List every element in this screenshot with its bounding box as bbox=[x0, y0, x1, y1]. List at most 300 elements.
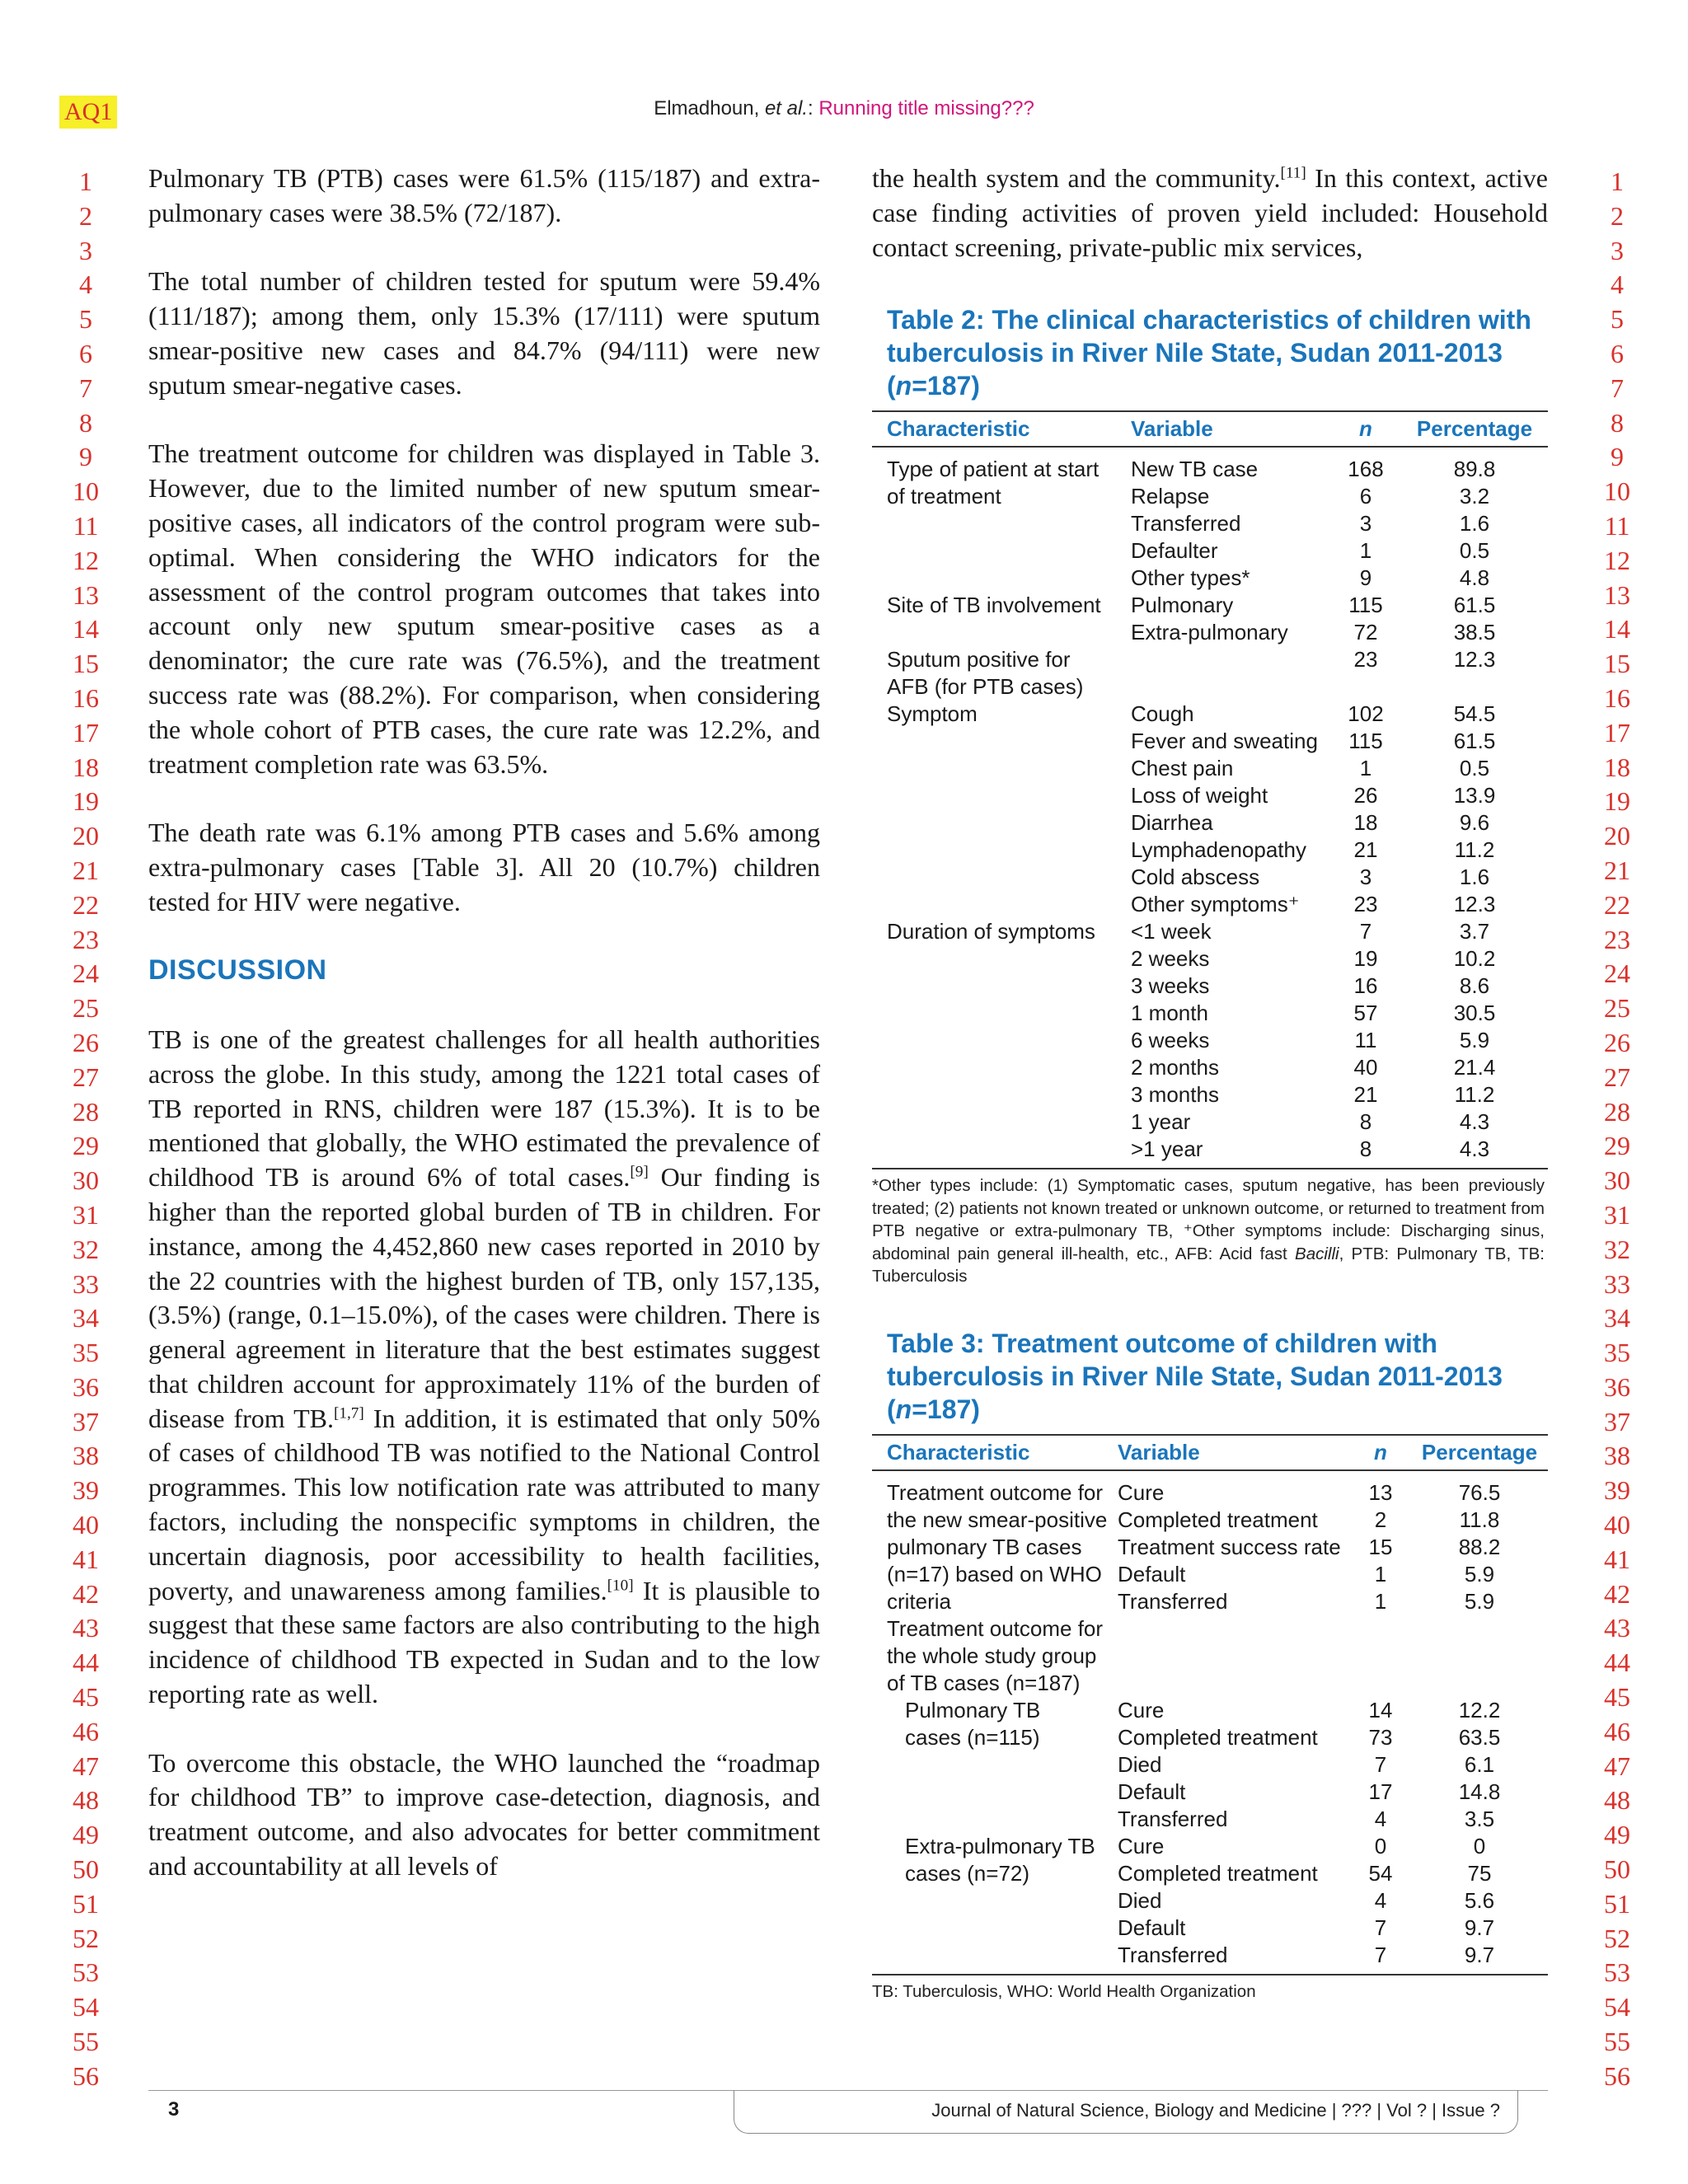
table-cell bbox=[872, 972, 1116, 1000]
table-cell: cases (n=115) bbox=[905, 1725, 1040, 1750]
table-cell: 8 bbox=[1359, 1109, 1372, 1134]
table-row bbox=[872, 1915, 1548, 1942]
line-number: 39 bbox=[1604, 1475, 1630, 1506]
table-cell: 72 bbox=[1353, 620, 1378, 644]
line-number: 47 bbox=[1604, 1750, 1630, 1781]
line-number: 9 bbox=[1611, 442, 1624, 472]
table-cell: 0 bbox=[1374, 1834, 1387, 1858]
paragraph: The total number of children tested for sputum were 59.4% (111/187); among them, only 15.3% (17/111) were sputum smear-positive new cases and 84.7% (94/111) were new sputum smear-negative cases. bbox=[148, 266, 820, 400]
table-cell: 13.9 bbox=[1453, 783, 1496, 808]
line-number: 54 bbox=[73, 1992, 99, 2022]
table-cell: Chest pain bbox=[1131, 756, 1234, 780]
line-number: 11 bbox=[1604, 510, 1630, 541]
line-number: 24 bbox=[73, 958, 99, 989]
table-row bbox=[872, 1136, 1548, 1169]
line-number: 2 bbox=[79, 200, 92, 231]
line-number: 7 bbox=[1611, 373, 1624, 403]
table-cell: Transferred bbox=[1118, 1589, 1228, 1614]
line-number: 37 bbox=[1604, 1406, 1630, 1436]
table-cell: New TB case bbox=[1131, 457, 1259, 481]
table-cell: 4.8 bbox=[1459, 565, 1490, 590]
line-number: 23 bbox=[1604, 924, 1630, 954]
line-number: 43 bbox=[1604, 1613, 1630, 1643]
table-cell: 2 months bbox=[1131, 1055, 1219, 1080]
table-cell: cases (n=72) bbox=[905, 1861, 1030, 1886]
line-number: 20 bbox=[73, 821, 99, 851]
table-cell: 11.2 bbox=[1454, 1082, 1495, 1107]
table-cell: 3 weeks bbox=[1131, 973, 1210, 998]
table-cell: Duration of symptoms bbox=[887, 919, 1095, 944]
line-number: 36 bbox=[73, 1371, 99, 1402]
line-number: 41 bbox=[73, 1544, 99, 1574]
line-number: 1 bbox=[79, 166, 92, 196]
line-number: 55 bbox=[1604, 2027, 1630, 2057]
line-number: 29 bbox=[73, 1131, 99, 1161]
table-2-caption: Table 2: The clinical characteristics of children with tuberculosis in River Nile State, Sudan 2011-2013 (n=187) bbox=[887, 305, 1531, 401]
table-3-body bbox=[872, 1470, 1548, 1975]
table-row bbox=[872, 1724, 1548, 1751]
table-cell bbox=[872, 782, 1116, 809]
table-cell: 1 month bbox=[1131, 1001, 1208, 1025]
table-row bbox=[872, 1779, 1548, 1806]
table-cell: 2 weeks bbox=[1131, 946, 1210, 971]
line-number: 22 bbox=[73, 889, 99, 920]
table-cell: Treatment outcome for bbox=[887, 1616, 1104, 1641]
table-cell bbox=[1350, 1670, 1400, 1697]
line-numbers-right bbox=[1592, 165, 1642, 2094]
line-number: 46 bbox=[1604, 1716, 1630, 1746]
table-cell: Symptom bbox=[887, 701, 978, 726]
table-cell: Completed treatment bbox=[1118, 1861, 1318, 1886]
table-cell: Fever and sweating bbox=[1131, 729, 1318, 753]
table-cell: 61.5 bbox=[1453, 729, 1496, 753]
table-cell: 21.4 bbox=[1453, 1055, 1496, 1080]
table-cell: 5.9 bbox=[1464, 1562, 1495, 1586]
table-row bbox=[872, 1081, 1548, 1108]
table-cell: Type of patient at start bbox=[887, 457, 1100, 481]
line-number: 17 bbox=[73, 717, 99, 748]
table-cell: 2 bbox=[1374, 1507, 1387, 1532]
line-number: 26 bbox=[1604, 1027, 1630, 1057]
table-cell bbox=[1400, 1615, 1548, 1643]
table-cell: Transferred bbox=[1131, 511, 1241, 536]
author-query-marker[interactable]: AQ1 bbox=[59, 96, 117, 129]
line-number: 31 bbox=[73, 1199, 99, 1230]
table-cell: of treatment bbox=[887, 484, 1001, 509]
table-header-row bbox=[872, 1435, 1548, 1470]
table-cell: 9.7 bbox=[1464, 1915, 1495, 1940]
table-row bbox=[872, 1561, 1548, 1588]
line-number: 42 bbox=[73, 1578, 99, 1609]
table-cell: Cure bbox=[1118, 1480, 1165, 1505]
line-number: 48 bbox=[1604, 1785, 1630, 1816]
table-cell bbox=[872, 891, 1116, 918]
table-cell bbox=[872, 1887, 1111, 1915]
table-cell: 19 bbox=[1353, 946, 1378, 971]
table-cell: 0.5 bbox=[1459, 756, 1490, 780]
table-cell: 57 bbox=[1353, 1001, 1378, 1025]
table-cell: pulmonary TB cases bbox=[887, 1535, 1082, 1559]
line-number: 43 bbox=[73, 1613, 99, 1643]
paragraph: To overcome this obstacle, the WHO launched the “roadmap for childhood TB” to improve case-detection, diagnosis, and treatment outcome, and also advocates for better commitment and accountability at all levels of bbox=[148, 1747, 820, 1882]
line-number: 33 bbox=[1604, 1268, 1630, 1299]
table-cell: 1 bbox=[1374, 1589, 1387, 1614]
line-number: 21 bbox=[1604, 855, 1630, 885]
table-row bbox=[872, 1027, 1548, 1054]
table-cell: 4 bbox=[1374, 1807, 1387, 1831]
paragraph: The death rate was 6.1% among PTB cases and 5.6% among extra-pulmonary cases [Table 3]. All 20 (10.7%) children tested for HIV were negative. bbox=[148, 818, 820, 916]
table-cell: 9.7 bbox=[1400, 1942, 1548, 1975]
table-cell bbox=[872, 1054, 1116, 1081]
table-cell: Cure bbox=[1118, 1834, 1165, 1858]
table-row bbox=[872, 1615, 1548, 1643]
table-cell: 6.1 bbox=[1464, 1752, 1495, 1777]
table-cell: 7 bbox=[1359, 919, 1372, 944]
table-row bbox=[872, 510, 1548, 537]
table-cell: the whole study group bbox=[887, 1643, 1097, 1668]
line-number: 6 bbox=[1611, 338, 1624, 368]
line-number: 50 bbox=[73, 1854, 99, 1885]
citation[interactable]: [9] bbox=[630, 1163, 649, 1181]
table-cell: 88.2 bbox=[1458, 1535, 1501, 1559]
table-cell: 21 bbox=[1353, 1082, 1378, 1107]
table-cell bbox=[1350, 1615, 1400, 1643]
table-cell: 5.9 bbox=[1459, 1028, 1490, 1052]
table-cell: 1 bbox=[1359, 756, 1372, 780]
line-number: 16 bbox=[1604, 682, 1630, 713]
line-number: 38 bbox=[73, 1441, 99, 1471]
line-number: 34 bbox=[73, 1303, 99, 1333]
table-2-body bbox=[872, 447, 1548, 1169]
table-cell: 0.5 bbox=[1459, 538, 1490, 563]
line-number: 25 bbox=[73, 993, 99, 1024]
table-cell bbox=[1111, 1615, 1350, 1643]
table-cell: 54.5 bbox=[1453, 701, 1496, 726]
table-2 bbox=[872, 303, 1548, 1288]
table-row bbox=[872, 1806, 1548, 1833]
line-number: 15 bbox=[73, 649, 99, 679]
table-row bbox=[872, 646, 1548, 673]
table-cell: 0 bbox=[1473, 1834, 1486, 1858]
table-cell: 89.8 bbox=[1453, 457, 1496, 481]
table-row bbox=[872, 619, 1548, 646]
line-number: 42 bbox=[1604, 1578, 1630, 1609]
table-cell bbox=[872, 1081, 1116, 1108]
table-3-footnote: TB: Tuberculosis, WHO: World Health Organization bbox=[872, 1982, 1256, 2001]
table-cell: 12.3 bbox=[1453, 647, 1496, 672]
line-number: 3 bbox=[1611, 235, 1624, 265]
table-row bbox=[872, 837, 1548, 864]
line-number: 8 bbox=[79, 407, 92, 438]
table-cell: Lymphadenopathy bbox=[1131, 837, 1306, 862]
table-cell: 3.5 bbox=[1464, 1807, 1495, 1831]
table-cell: 1.6 bbox=[1459, 865, 1490, 889]
journal-info: Journal of Natural Science, Biology and Medicine | ??? | Vol ? | Issue ? bbox=[931, 2100, 1500, 2121]
line-number: 50 bbox=[1604, 1854, 1630, 1885]
table-cell: Cure bbox=[1118, 1698, 1165, 1722]
table-cell: 4 bbox=[1374, 1888, 1387, 1913]
table-cell: 73 bbox=[1368, 1725, 1393, 1750]
table-cell: 5.9 bbox=[1464, 1589, 1495, 1614]
line-number: 4 bbox=[79, 269, 92, 300]
table-cell: Default bbox=[1118, 1915, 1186, 1940]
table-cell: 14.8 bbox=[1458, 1779, 1501, 1804]
table-cell: 11 bbox=[1354, 1028, 1377, 1052]
table-cell: 75 bbox=[1467, 1861, 1492, 1886]
line-number: 30 bbox=[73, 1165, 99, 1196]
table-cell: Other types* bbox=[1131, 565, 1250, 590]
line-number: 14 bbox=[73, 614, 99, 644]
line-number: 22 bbox=[1604, 889, 1630, 920]
table-cell bbox=[872, 1942, 1111, 1975]
citation[interactable]: [1,7] bbox=[334, 1404, 364, 1422]
table-row bbox=[872, 1697, 1548, 1724]
line-number: 54 bbox=[1604, 1992, 1630, 2022]
line-number: 14 bbox=[1604, 614, 1630, 644]
table-cell: Treatment outcome for bbox=[887, 1480, 1104, 1505]
line-number: 5 bbox=[1611, 304, 1624, 335]
table-row bbox=[872, 782, 1548, 809]
line-number: 56 bbox=[1604, 2060, 1630, 2091]
table-row bbox=[872, 1887, 1548, 1915]
table-row bbox=[872, 1588, 1548, 1615]
paragraph: the health system and the community.[11] In this context, active case finding activities of proven yield included: Household contact screening, private-public mix services, bbox=[872, 163, 1549, 262]
table-row bbox=[872, 1670, 1548, 1697]
table-row bbox=[872, 483, 1548, 510]
table-cell: 3 months bbox=[1131, 1082, 1219, 1107]
table-row bbox=[872, 1643, 1548, 1670]
line-number: 53 bbox=[73, 1957, 99, 1988]
table-cell bbox=[1116, 673, 1330, 701]
line-number: 44 bbox=[73, 1647, 99, 1678]
line-number: 1 bbox=[1611, 166, 1624, 196]
table-row bbox=[872, 972, 1548, 1000]
line-number: 56 bbox=[73, 2060, 99, 2091]
table-cell: 30.5 bbox=[1453, 1001, 1496, 1025]
table-cell bbox=[872, 1000, 1116, 1027]
table-row bbox=[872, 565, 1548, 592]
table-cell: Treatment success rate bbox=[1118, 1535, 1341, 1559]
left-column bbox=[148, 162, 820, 1884]
table-cell bbox=[872, 537, 1116, 565]
table-cell: 7 bbox=[1350, 1942, 1400, 1975]
table-cell: 18 bbox=[1353, 810, 1378, 835]
header-cell: Characteristic bbox=[872, 411, 1116, 447]
line-number: 32 bbox=[1604, 1234, 1630, 1264]
line-number: 15 bbox=[1604, 649, 1630, 679]
line-number: 23 bbox=[73, 924, 99, 954]
line-number: 16 bbox=[73, 682, 99, 713]
line-number: 52 bbox=[73, 1923, 99, 1953]
line-number: 41 bbox=[1604, 1544, 1630, 1574]
table-cell bbox=[872, 510, 1116, 537]
table-row bbox=[872, 701, 1548, 728]
table-cell: 12.2 bbox=[1458, 1698, 1501, 1722]
line-number: 7 bbox=[79, 373, 92, 403]
line-number: 55 bbox=[73, 2027, 99, 2057]
line-number: 2 bbox=[1611, 200, 1624, 231]
table-cell bbox=[872, 619, 1116, 646]
table-cell bbox=[1116, 646, 1330, 673]
line-number: 53 bbox=[1604, 1957, 1630, 1988]
table-row bbox=[872, 1507, 1548, 1534]
table-cell: 10.2 bbox=[1453, 946, 1496, 971]
table-cell: 11.8 bbox=[1459, 1507, 1500, 1532]
table-cell bbox=[1111, 1670, 1350, 1697]
line-number: 27 bbox=[73, 1062, 99, 1092]
line-number: 48 bbox=[73, 1785, 99, 1816]
table-cell: Diarrhea bbox=[1131, 810, 1213, 835]
table-cell: Transferred bbox=[1111, 1942, 1350, 1975]
table-cell: 21 bbox=[1353, 837, 1378, 862]
table-cell: Transferred bbox=[1118, 1807, 1228, 1831]
line-number: 18 bbox=[73, 752, 99, 782]
table-cell: 3.2 bbox=[1459, 484, 1490, 509]
line-number: 18 bbox=[1604, 752, 1630, 782]
table-cell bbox=[872, 1779, 1111, 1806]
table-cell: 76.5 bbox=[1458, 1480, 1501, 1505]
line-numbers-left bbox=[61, 165, 110, 2094]
table-cell: Site of TB involvement bbox=[887, 593, 1101, 617]
table-cell: 8.6 bbox=[1459, 973, 1490, 998]
table-row bbox=[872, 755, 1548, 782]
line-number: 6 bbox=[79, 338, 92, 368]
running-header: Elmadhoun, et al.: Running title missing??? bbox=[654, 97, 1034, 120]
right-column-text bbox=[872, 162, 1548, 265]
line-number: 35 bbox=[73, 1338, 99, 1368]
table-cell: 4.3 bbox=[1459, 1109, 1490, 1134]
line-number: 51 bbox=[73, 1888, 99, 1919]
table-cell: 8 bbox=[1330, 1136, 1390, 1169]
table-cell: 23 bbox=[1353, 647, 1378, 672]
header-etal: et al. bbox=[764, 97, 808, 120]
table-cell: Other symptoms⁺ bbox=[1131, 892, 1300, 916]
table-row bbox=[872, 673, 1548, 701]
line-number: 10 bbox=[73, 476, 99, 507]
table-3 bbox=[872, 1327, 1548, 2004]
line-number: 19 bbox=[1604, 786, 1630, 817]
table-row bbox=[872, 1860, 1548, 1887]
table-cell: 38.5 bbox=[1453, 620, 1496, 644]
line-number: 17 bbox=[1604, 717, 1630, 748]
table-cell: 102 bbox=[1348, 701, 1384, 726]
line-number: 25 bbox=[1604, 993, 1630, 1024]
table-cell: 14 bbox=[1368, 1698, 1393, 1722]
table-cell: 168 bbox=[1348, 457, 1384, 481]
line-number: 34 bbox=[1604, 1303, 1630, 1333]
table-cell: 1 year bbox=[1131, 1109, 1191, 1134]
table-3-caption: Table 3: Treatment outcome of children with tuberculosis in River Nile State, Sudan 2011-2013 (n=187) bbox=[887, 1329, 1503, 1424]
table-row bbox=[872, 728, 1548, 755]
table-cell: 3 bbox=[1359, 511, 1372, 536]
table-cell: 61.5 bbox=[1453, 593, 1496, 617]
header-cell: n bbox=[1350, 1435, 1400, 1470]
table-cell bbox=[872, 1027, 1116, 1054]
table-cell: 12.3 bbox=[1453, 892, 1496, 916]
table-cell bbox=[872, 1136, 1116, 1169]
table-row bbox=[872, 918, 1548, 945]
line-number: 32 bbox=[73, 1234, 99, 1264]
header-cell: Variable bbox=[1111, 1435, 1350, 1470]
table-cell: Default bbox=[1118, 1562, 1186, 1586]
table-cell: AFB (for PTB cases) bbox=[887, 674, 1084, 699]
table-cell: Cold abscess bbox=[1131, 865, 1260, 889]
table-cell: Extra-pulmonary bbox=[1131, 620, 1288, 644]
line-number: 19 bbox=[73, 786, 99, 817]
header-cell: n bbox=[1330, 411, 1390, 447]
table-row bbox=[872, 447, 1548, 483]
table-cell bbox=[872, 1806, 1111, 1833]
table-row bbox=[872, 864, 1548, 891]
table-cell: 5.6 bbox=[1464, 1888, 1495, 1913]
table-cell: Pulmonary bbox=[1131, 593, 1234, 617]
table-row bbox=[872, 1470, 1548, 1507]
header-cell: Percentage bbox=[1390, 411, 1548, 447]
table-row bbox=[872, 1751, 1548, 1779]
header-cell: Variable bbox=[1116, 411, 1330, 447]
line-number: 29 bbox=[1604, 1131, 1630, 1161]
line-number: 8 bbox=[1611, 407, 1624, 438]
table-cell: Completed treatment bbox=[1118, 1725, 1318, 1750]
line-number: 3 bbox=[79, 235, 92, 265]
table-cell: 15 bbox=[1368, 1535, 1393, 1559]
line-number: 52 bbox=[1604, 1923, 1630, 1953]
table-row bbox=[872, 1054, 1548, 1081]
table-cell: 4.3 bbox=[1390, 1136, 1548, 1169]
table-cell bbox=[1350, 1643, 1400, 1670]
table-cell: 16 bbox=[1353, 973, 1378, 998]
header-cell: Percentage bbox=[1400, 1435, 1548, 1470]
table-cell: 1 bbox=[1374, 1562, 1387, 1586]
line-number: 40 bbox=[73, 1510, 99, 1540]
table-cell: Loss of weight bbox=[1131, 783, 1268, 808]
table-cell bbox=[872, 864, 1116, 891]
line-number: 10 bbox=[1604, 476, 1630, 507]
table-cell: 11.2 bbox=[1454, 837, 1495, 862]
table-cell: <1 week bbox=[1131, 919, 1212, 944]
line-number: 28 bbox=[73, 1096, 99, 1127]
table-cell: 26 bbox=[1353, 783, 1378, 808]
citation[interactable]: [10] bbox=[607, 1577, 634, 1595]
table-cell: 63.5 bbox=[1458, 1725, 1501, 1750]
paragraph: The treatment outcome for children was displayed in Table 3. However, due to the limited number of new sputum smear-positive cases, all indicators of the control program were sub-optimal. When considering the WHO indicators for the assessment of the control program outcomes that takes into account only new sputum smear-positive cases as a denominator; the cure rate was (76.5%), and the treatment success rate was (88.2%). For comparison, when considering the whole cohort of PTB cases, the cure rate was 12.2%, and treatment completion rate was 63.5%. bbox=[148, 438, 820, 779]
line-number: 13 bbox=[73, 579, 99, 610]
table-cell: 3.7 bbox=[1459, 919, 1490, 944]
line-number: 49 bbox=[1604, 1820, 1630, 1850]
line-number: 35 bbox=[1604, 1338, 1630, 1368]
table-cell bbox=[872, 945, 1116, 972]
citation[interactable]: [11] bbox=[1280, 164, 1306, 182]
table-cell bbox=[872, 565, 1116, 592]
table-cell: 7 bbox=[1374, 1752, 1387, 1777]
table-row bbox=[872, 592, 1548, 619]
line-number: 5 bbox=[79, 304, 92, 335]
table-cell: 9 bbox=[1359, 565, 1372, 590]
table-row bbox=[872, 945, 1548, 972]
table-cell: of TB cases (n=187) bbox=[887, 1671, 1081, 1695]
table-cell: Cough bbox=[1131, 701, 1194, 726]
line-number: 28 bbox=[1604, 1096, 1630, 1127]
line-number: 4 bbox=[1611, 269, 1624, 300]
table-cell bbox=[872, 755, 1116, 782]
table-row bbox=[872, 1534, 1548, 1561]
table-row bbox=[872, 1108, 1548, 1136]
table-cell: Pulmonary TB bbox=[905, 1698, 1041, 1722]
table-cell: >1 year bbox=[1116, 1136, 1330, 1169]
paragraph: Pulmonary TB (PTB) cases were 61.5% (115/187) and extra-pulmonary cases were 38.5% (72/187). bbox=[148, 163, 820, 227]
running-title: Running title missing??? bbox=[818, 97, 1034, 120]
table-cell: 54 bbox=[1368, 1861, 1393, 1886]
